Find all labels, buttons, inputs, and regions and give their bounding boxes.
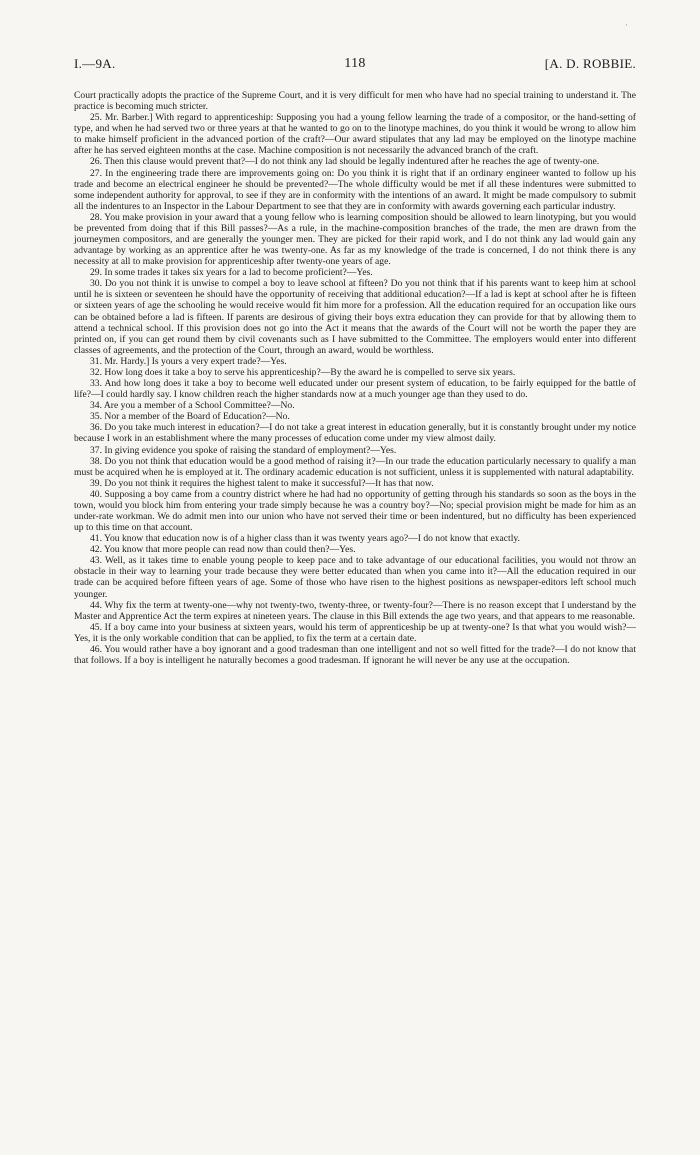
paragraph: 33. And how long does it take a boy to become well educated under our present system of education, to be fairly equipped for the battle of life?—I could hardly say. I know children reach the higher standards now at a much younger age than they used to do.: [74, 378, 636, 401]
paragraph: 27. In the engineering trade there are improvements going on: Do you think it is right that if an ordinary engineer wanted to follow up his trade and become an electrical engineer he should be prevented?—The whole difficulty would be met if all these indentures were submitted to some independent authority for approval, to see if they are in conformity with the intentions of an award. It might be made compulsory to submit all the indentures to an Inspector in the Labour Department to see that they are in conformity with awards governing each particular industry.: [74, 167, 636, 212]
paragraph: 45. If a boy came into your business at sixteen years, would his term of apprenticeship be up at twenty-one? Is that what you would wish?—Yes, it is the only workable condition that can be applied, to fix the term at a certain date.: [74, 621, 636, 644]
paragraph: 38. Do you not think that education would be a good method of raising it?—In our trade the education particularly necessary to qualify a man must be acquired when he is employed at it. The ordinary academic education is not sufficient, unless it is supplemented with natural adaptability.: [74, 455, 636, 478]
paragraph: 28. You make provision in your award that a young fellow who is learning composition should be allowed to learn linotyping, but you would be prevented from doing that if this Bill passes?—As a rule, in the machine-composition branches of the trade, the men are drawn from the journeymen compositors, and are generally the younger men. They are picked for their rapid work, and I do not think any lad would gain any advantage by working as an apprentice after he was twenty-one. As far as my knowledge of the trade is concerned, I do not think there is any necessity at all to make provision for apprenticeship after twenty-one years of age.: [74, 211, 636, 268]
paragraph: 40. Supposing a boy came from a country district where he had had no opportunity of getting through his standards so soon as the boys in the town, would you block him from entering your trade simply because he was a country boy?—No; special provision might be made for him as an under-rate workman. We do admit men into our union who have not served their time or been indentured, but no difficulty has been experienced up to this time on that account.: [74, 488, 636, 534]
page-number: 118: [344, 56, 366, 71]
paragraph: 44. Why fix the term at twenty-one—why not twenty-two, twenty-three, or twenty-four?—There is no reason except that I understand by the Master and Apprentice Act the term expires at nineteen years. The clause in this Bill extends the age two years, and that appears to me reasonable.: [74, 599, 636, 622]
paragraph: 43. Well, as it takes time to enable young people to keep pace and to take advantage of our educational facilities, you would not throw an obstacle in their way to learning your trade because they were better educated than when you came into it?—All the education required in our trade can be acquired before fifteen years of age. Some of those who have risen to the highest positions as newspaper-editors left school much younger.: [74, 555, 636, 600]
page-header: [74, 56, 636, 78]
paragraph: 31. Mr. Hardy.] Is yours a very expert trade?—Yes.: [90, 355, 287, 367]
document-body: [74, 90, 636, 666]
paragraph: 41. You know that education now is of a higher class than it was twenty years ago?—I do not know that exactly.: [90, 533, 520, 545]
paragraph: 35. Nor a member of the Board of Education?—No.: [90, 411, 290, 423]
paragraph: 30. Do you not think it is unwise to compel a boy to leave school at fifteen? Do you not think that if his parents want to keep him at school until he is sixteen or seventeen he should have the opportunity of receiving that additional education?—If a lad is kept at school after he is fifteen or sixteen years of age the schooling he would receive would fit him more for a profession. All the education required for an occupation like ours can be obtained before a lad is fifteen. If parents are desirous of giving their boys extra education they can provide for that by allowing them to attend a technical school. If this provision does not go into the Act it means that the awards of the Court will not be worth the paper they are printed on, if you can get round them by civil covenants such as I have submitted to the Committee. The employers would enter into different classes of agreements, and the protection of the Court, through an award, would be worthless.: [74, 278, 636, 356]
paragraph: 42. You know that more people can read now than could then?—Yes.: [90, 544, 356, 556]
paragraph: 26. Then this clause would prevent that?—I do not think any lad should be legally indentured after he reaches the age of twenty-one.: [90, 156, 600, 168]
paragraph: 36. Do you take much interest in education?—I do not take a great interest in education generally, but it is constantly brought under my notice because I work in an establishment where the many processes of education come under my view almost daily.: [74, 422, 636, 445]
paragraph: 32. How long does it take a boy to serve his apprenticeship?—By the award he is compelled to serve six years.: [90, 366, 516, 378]
document-page: [74, 56, 636, 666]
document-reference: I.—9A.: [74, 56, 116, 71]
witness-name: [A. D. ROBBIE.: [544, 56, 636, 71]
paragraph: Court practically adopts the practice of the Supreme Court, and it is very difficult for men who have had no special training to understand it. The practice is becoming much stricter.: [74, 90, 636, 113]
paragraph: 39. Do you not think it requires the highest talent to make it successful?—It has that now.: [90, 477, 434, 489]
corner-mark: ·: [625, 20, 628, 30]
paragraph: 34. Are you a member of a School Committee?—No.: [90, 400, 295, 412]
paragraph: 29. In some trades it takes six years for a lad to become proficient?—Yes.: [90, 267, 373, 279]
paragraph: 25. Mr. Barber.] With regard to apprenticeship: Supposing you had a young fellow learning the trade of a compositor, or the hand-setting of type, and when he had served two or three years at that he wanted to go on to the linotype machines, do you think it would be wrong to allow him to make himself proficient in the advanced portion of the craft?—Our award stipulates that any lad may be employed on the linotype machine after he has served eighteen months at the case. Machine composition is not necessarily the advanced branch of the craft.: [74, 112, 636, 157]
paragraph: 46. You would rather have a boy ignorant and a good tradesman than one intelligent and not so well fitted for the trade?—I do not know that that follows. If a boy is intelligent he naturally becomes a good tradesman. If ignorant he will never be any use at the occupation.: [74, 643, 636, 666]
paragraph: 37. In giving evidence you spoke of raising the standard of employment?—Yes.: [90, 444, 397, 456]
